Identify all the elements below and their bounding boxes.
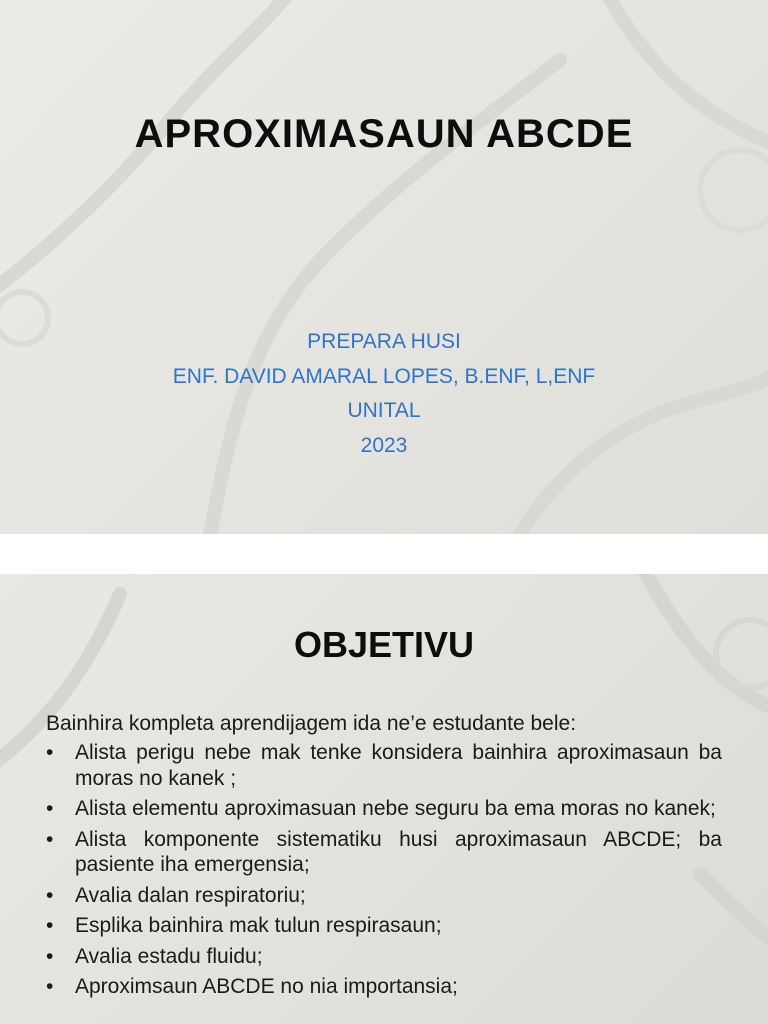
list-item [46,974,722,1000]
list-item [46,913,722,939]
bullet-icon: • [46,975,54,998]
slide-title: OBJETIVU [293,624,475,665]
intro-text: Bainhira kompleta aprendijagem ida ne’e estudante bele: [46,712,577,735]
list-item-text: Esplika bainhira mak tulun respirasaun; [75,914,442,937]
list-item [46,796,722,822]
list-item [46,740,722,791]
list-item-text: Alista komponente sistematiku husi aproximasaun ABCDE; ba pasiente iha emergensia; [75,827,722,876]
list-item [46,883,722,909]
list-item [46,944,722,970]
objectives-list [46,740,722,1005]
page-title: APROXIMASAUN ABCDE [134,112,634,156]
list-item-text: Alista elementu aproximasuan nebe seguru ba ema moras no kanek; [75,797,716,820]
list-item-text: Avalia dalan respiratoriu; [75,883,306,907]
list-item-text: Alista perigu nebe mak tenke konsidera bainhira aproximasaun ba moras no kanek ; [75,741,722,790]
bullet-icon: • [46,797,54,820]
prepared-by-label: PREPARA HUSI [307,330,461,353]
objectives-slide [0,574,768,1024]
list-item-text: Avalia estadu fluidu; [75,944,263,968]
list-item [46,827,722,878]
bullet-icon: • [46,944,54,968]
bullet-icon: • [46,827,54,851]
bullet-icon: • [46,883,54,907]
year-label: 2023 [360,433,408,457]
author-name: ENF. DAVID AMARAL LOPES, B.ENF, L,ENF [172,364,596,388]
institution-name: UNITAL [347,399,421,422]
bullet-icon: • [46,914,54,937]
list-item-text: Aproximsaun ABCDE no nia importansia; [75,975,458,998]
bullet-icon: • [46,741,54,764]
presenter-info [0,325,768,463]
